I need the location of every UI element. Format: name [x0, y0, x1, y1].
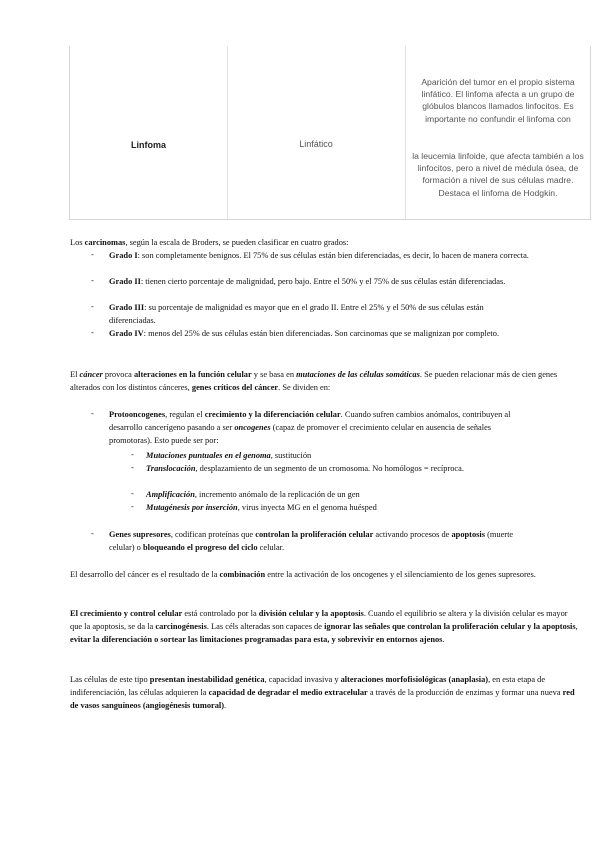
text: , regulan el [165, 410, 205, 419]
sublist-dash: - [131, 502, 134, 511]
list-item-grade-4 [109, 327, 529, 340]
term-carcinomas: carcinomas [84, 238, 126, 247]
desarrollo-paragraph [70, 568, 580, 581]
term-genes-supresores: Genes supresores [109, 530, 171, 539]
control-paragraph [70, 607, 580, 646]
text: . Se pueden relacionar más de cien genes alterados con los distintos cánceres, [70, 370, 558, 392]
term-genes-criticos: genes críticos del cáncer [191, 383, 279, 392]
term-bloqueando: bloqueando el progreso del ciclo [142, 543, 258, 552]
term-cancer: cáncer [79, 370, 103, 379]
grade-label: Grado III [109, 303, 145, 312]
list-dash: - [91, 250, 94, 259]
mechanism-text: , desplazamiento de un segmento de un cromosoma. No homólogos = recíproca. [195, 464, 464, 473]
list-dash: - [91, 276, 94, 285]
text: El desarrollo del cáncer es el resultado de la [70, 570, 220, 579]
mechanism-label: Amplificación [146, 490, 195, 499]
text: (muerte celular) o [109, 530, 514, 552]
sublist-dash: - [131, 463, 134, 472]
list-item-genes-supresores [109, 528, 529, 554]
text: . [224, 701, 227, 710]
mechanism-text: , sustitución [270, 451, 312, 460]
tipo-paragraph [70, 673, 580, 712]
text: (capaz de promover el crecimiento celular en ausencia de señales promotoras). Esto puede ser por: [109, 423, 492, 445]
text: , codifican proteínas que [170, 530, 256, 539]
grade-text: : menos del 25% de sus células están bien diferenciadas. Son carcinomas que se malignizan por completo. [143, 329, 500, 338]
text: El [70, 370, 80, 379]
table-cell-disease [70, 46, 228, 219]
text: , [575, 622, 578, 631]
list-item-protooncogenes [109, 408, 529, 447]
text: celular. [257, 543, 285, 552]
sublist-item-translocacion [146, 462, 526, 475]
table-cell-description [405, 46, 590, 219]
intro-paragraph [70, 236, 580, 249]
disease-name: Linfoma [131, 140, 166, 150]
text: activando procesos de [373, 530, 452, 539]
text: , según la escala de Broders, se pueden clasificar en cuatro grados: [125, 238, 349, 247]
term-alteraciones: alteraciones en la función celular [133, 370, 252, 379]
sublist-item-mutaciones [146, 449, 526, 462]
term-crecimiento-control: El crecimiento y control celular [70, 609, 183, 618]
list-item-grade-2 [109, 275, 529, 288]
term-oncogenes: oncogenes [234, 423, 271, 432]
list-item-grade-1 [109, 249, 529, 262]
affected-system: Linfático [299, 139, 333, 149]
sublist-dash: - [131, 450, 134, 459]
grade-text: : su porcentaje de malignidad es mayor que en el grado II. Entre el 25% y el 50% de sus células están diferenciadas. [109, 303, 484, 325]
mechanism-label: Translocación [146, 464, 196, 473]
text: , capacidad invasiva y [264, 675, 341, 684]
term-combinacion: combinación [219, 570, 266, 579]
grade-text: : tienen cierto porcentaje de malignidad, pero bajo. Entre el 50% y el 75% de sus células están diferenciadas. [140, 277, 506, 286]
list-dash: - [91, 328, 94, 337]
grade-label: Grado IV [109, 329, 144, 338]
sublist-item-amplificacion [146, 488, 526, 501]
text: . Cuando sufren cambios anómalos, contribuyen al desarrollo cancerígeno pasando a ser [109, 410, 511, 432]
term-capacidad: capacidad de degradar el medio extracelular [208, 688, 368, 697]
grade-label: Grado II [109, 277, 141, 286]
disease-table [69, 46, 591, 220]
cancer-paragraph [70, 368, 580, 394]
text: . Se dividen en: [278, 383, 331, 392]
mechanism-label: Mutagénesis por inserción [146, 503, 238, 512]
term-controlan: controlan la proliferación celular [255, 530, 374, 539]
sublist-dash: - [131, 489, 134, 498]
term-carcinogenesis: carcinogénesis [155, 622, 207, 631]
term-evitar: evitar la diferenciación o sortear las limitaciones programadas para esta, y sobrevivir en entornos ajenos [70, 635, 443, 644]
list-item-grade-3 [109, 301, 519, 327]
text: está controlado por la [182, 609, 259, 618]
grade-label: Grado I [109, 251, 138, 260]
text: Las células de este tipo [70, 675, 150, 684]
text: provoca [102, 370, 134, 379]
list-dash: - [91, 409, 94, 418]
text: , en esta etapa de indiferenciación, las células adquieren la [70, 675, 546, 697]
term-alteraciones-morfo: alteraciones morfofisiológicas (anaplasia) [340, 675, 489, 684]
text: Los [70, 238, 85, 247]
text: entre la activación de los oncogenes y el silenciamiento de los genes supresores. [265, 570, 536, 579]
text: . [442, 635, 445, 644]
term-division: división celular y la apoptosis [258, 609, 364, 618]
mechanism-text: , virus inyecta MG en el genoma huésped [237, 503, 377, 512]
term-protooncogenes: Protooncogenes [109, 410, 166, 419]
mechanism-label: Mutaciones puntuales en el genoma [146, 451, 271, 460]
term-inestabilidad: presentan inestabilidad genética [149, 675, 265, 684]
sublist-item-mutagenesis [146, 501, 526, 514]
term-apoptosis: apoptosis [451, 530, 485, 539]
list-dash: - [91, 529, 94, 538]
term-ignorar: ignorar las señales que controlan la proliferación celular y la apoptosis [324, 622, 576, 631]
term-mutaciones: mutaciones de las células somáticas [296, 370, 420, 379]
description-part-1: Aparición del tumor en el propio sistema linfático. El linfoma afecta a un grupo de glóbulos blancos llamados linfocitos. Es importante no confundir el linfoma con [421, 77, 575, 124]
text: y se basa en [251, 370, 297, 379]
list-dash: - [91, 302, 94, 311]
text: . Cuando el equilibrio se altera y la división celular es mayor que la apoptosis, se da la [70, 609, 568, 631]
description-part-2: la leucemia linfoide, que afecta también a los linfocitos, pero a nivel de médula ósea, de formación a nivel de sus células madre. Destaca el linfoma de Hodgkin. [412, 151, 584, 198]
text: a través de la producción de enzimas y formar una nueva [367, 688, 563, 697]
mechanism-text: , incremento anómalo de la replicación de un gen [194, 490, 360, 499]
text: . Las céls alteradas son capaces de [206, 622, 325, 631]
term-red-vasos: red de vasos sanguíneos (angiogénesis tumoral) [70, 688, 575, 710]
term-crecimiento: crecimiento y la diferenciación celular [204, 410, 341, 419]
grade-text: : son completamente benignos. El 75% de sus células están bien diferenciadas, es decir, lo hacen de manera correcta. [137, 251, 529, 260]
table-cell-system [227, 46, 406, 219]
